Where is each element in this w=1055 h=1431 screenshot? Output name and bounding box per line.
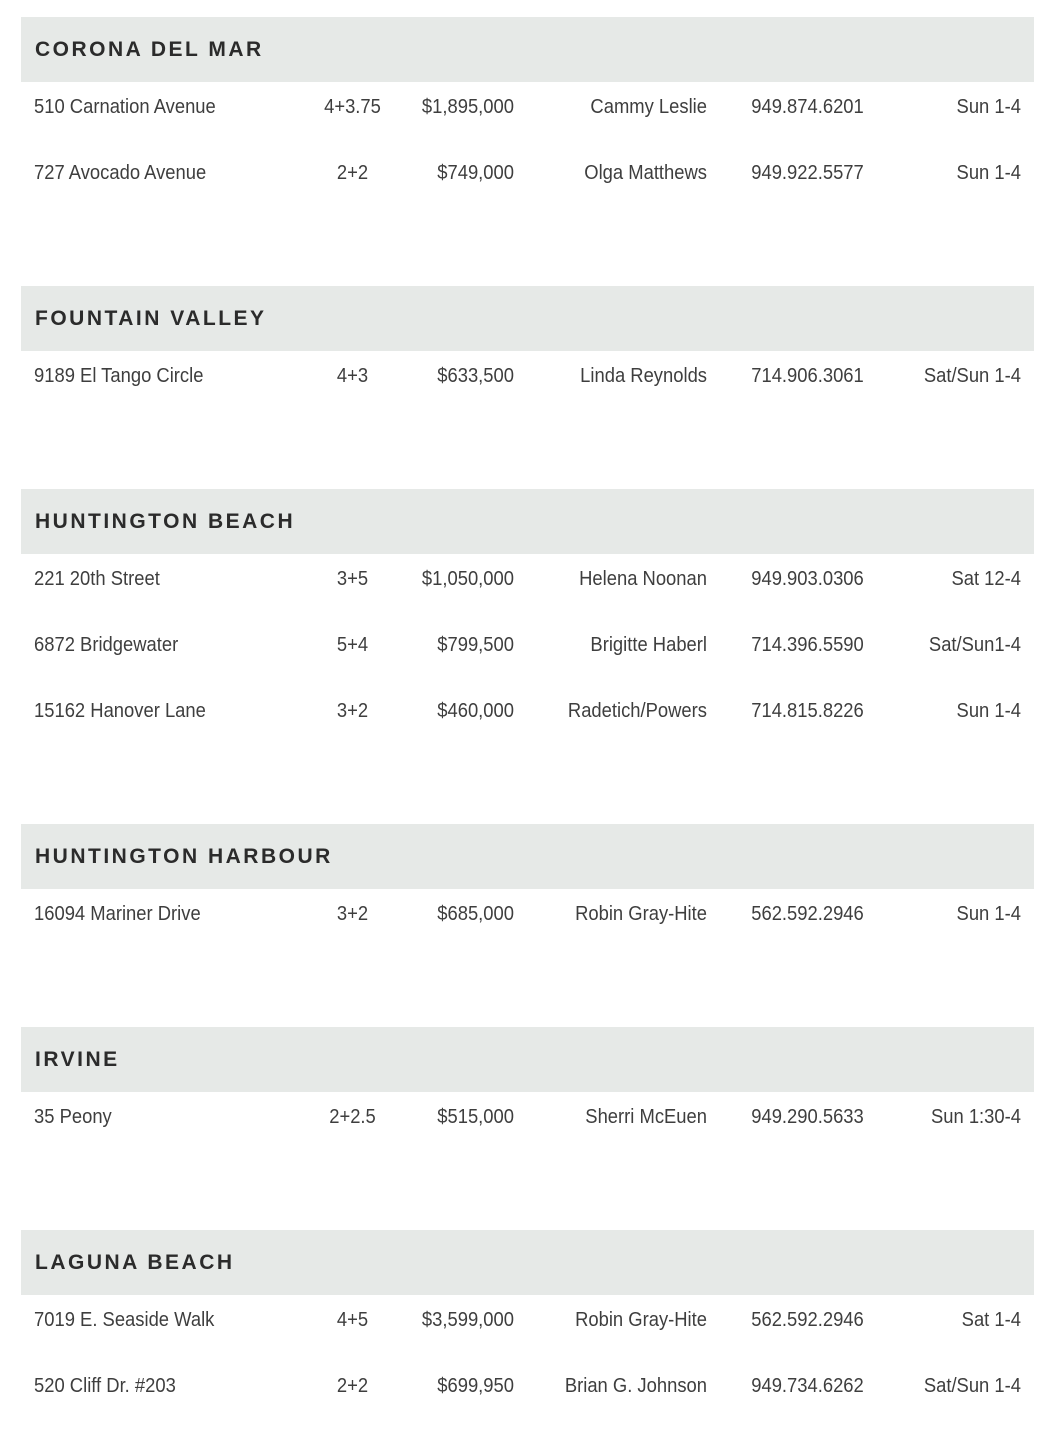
listing-beds-baths: 4+3 <box>336 364 369 387</box>
listing-row <box>21 343 1034 409</box>
city-section <box>21 824 1034 947</box>
listing-row <box>21 546 1034 612</box>
listing-agent: Brigitte Haberl <box>590 633 707 656</box>
listing-phone: 714.815.8226 <box>751 699 864 722</box>
listing-price: $1,895,000 <box>421 95 514 118</box>
listing-agent: Sherri McEuen <box>585 1105 707 1128</box>
listing-open-time: Sat/Sun1-4 <box>928 633 1021 656</box>
listing-phone: 949.874.6201 <box>751 95 864 118</box>
listing-beds-baths: 3+2 <box>336 902 369 925</box>
listing-row <box>21 140 1034 206</box>
listing-row <box>21 1287 1034 1353</box>
listing-address: 510 Carnation Avenue <box>34 95 216 118</box>
listing-beds-baths: 2+2 <box>336 1374 369 1397</box>
listing-beds-baths: 3+2 <box>336 699 369 722</box>
listing-phone: 562.592.2946 <box>751 902 864 925</box>
city-name: FOUNTAIN VALLEY <box>35 306 267 330</box>
listing-price: $3,599,000 <box>421 1308 514 1331</box>
listing-beds-baths: 4+5 <box>336 1308 369 1331</box>
listing-price: $633,500 <box>437 364 514 387</box>
listing-address: 520 Cliff Dr. #203 <box>34 1374 176 1397</box>
listing-rows <box>21 1084 1034 1150</box>
listing-price: $515,000 <box>437 1105 514 1128</box>
listing-phone: 949.290.5633 <box>751 1105 864 1128</box>
city-name: LAGUNA BEACH <box>35 1250 235 1274</box>
listing-agent: Robin Gray-Hite <box>575 902 707 925</box>
city-section <box>21 489 1034 744</box>
listing-row <box>21 678 1034 744</box>
city-name: IRVINE <box>35 1047 120 1071</box>
city-header <box>21 489 1034 554</box>
listing-beds-baths: 4+3.75 <box>324 95 381 118</box>
listing-open-time: Sat/Sun 1-4 <box>923 1374 1021 1397</box>
listing-open-time: Sat 1-4 <box>961 1308 1021 1331</box>
city-section <box>21 1230 1034 1419</box>
city-section <box>21 17 1034 206</box>
listing-open-time: Sun 1-4 <box>956 95 1021 118</box>
city-header <box>21 286 1034 351</box>
listing-address: 727 Avocado Avenue <box>34 161 207 184</box>
city-header <box>21 17 1034 82</box>
listing-phone: 949.922.5577 <box>751 161 864 184</box>
listing-beds-baths: 3+5 <box>336 567 369 590</box>
listing-beds-baths: 2+2.5 <box>329 1105 376 1128</box>
listing-phone: 949.903.0306 <box>751 567 864 590</box>
listing-open-time: Sun 1-4 <box>956 699 1021 722</box>
listing-phone: 714.906.3061 <box>751 364 864 387</box>
listing-address: 15162 Hanover Lane <box>34 699 206 722</box>
listing-address: 7019 E. Seaside Walk <box>34 1308 215 1331</box>
listing-price: $699,950 <box>437 1374 514 1397</box>
listing-price: $749,000 <box>437 161 514 184</box>
listing-rows <box>21 74 1034 206</box>
listing-open-time: Sun 1-4 <box>956 902 1021 925</box>
city-name: CORONA DEL MAR <box>35 37 264 61</box>
listing-row <box>21 612 1034 678</box>
listing-address: 6872 Bridgewater <box>34 633 179 656</box>
listing-beds-baths: 2+2 <box>336 161 369 184</box>
listing-phone: 562.592.2946 <box>751 1308 864 1331</box>
listing-agent: Robin Gray-Hite <box>575 1308 707 1331</box>
city-header <box>21 1027 1034 1092</box>
listing-open-time: Sat 12-4 <box>951 567 1021 590</box>
listing-price: $685,000 <box>437 902 514 925</box>
listing-rows <box>21 881 1034 947</box>
listing-price: $460,000 <box>437 699 514 722</box>
city-name: HUNTINGTON BEACH <box>35 509 296 533</box>
city-section <box>21 286 1034 409</box>
listing-open-time: Sun 1:30-4 <box>930 1105 1021 1128</box>
city-name: HUNTINGTON HARBOUR <box>35 844 333 868</box>
listing-address: 16094 Mariner Drive <box>34 902 201 925</box>
city-section <box>21 1027 1034 1150</box>
listing-agent: Linda Reynolds <box>580 364 707 387</box>
listing-agent: Helena Noonan <box>579 567 707 590</box>
listing-open-time: Sun 1-4 <box>956 161 1021 184</box>
listing-row <box>21 881 1034 947</box>
listing-address: 35 Peony <box>34 1105 112 1128</box>
listing-row <box>21 74 1034 140</box>
listing-agent: Cammy Leslie <box>590 95 707 118</box>
listing-address: 221 20th Street <box>34 567 160 590</box>
listing-price: $799,500 <box>437 633 514 656</box>
listing-agent: Brian G. Johnson <box>564 1374 707 1397</box>
listing-agent: Radetich/Powers <box>567 699 707 722</box>
city-header <box>21 1230 1034 1295</box>
listing-rows <box>21 1287 1034 1419</box>
listing-price: $1,050,000 <box>421 567 514 590</box>
listing-address: 9189 El Tango Circle <box>34 364 204 387</box>
listing-row <box>21 1353 1034 1419</box>
listing-agent: Olga Matthews <box>584 161 707 184</box>
listing-beds-baths: 5+4 <box>336 633 369 656</box>
city-header <box>21 824 1034 889</box>
listing-phone: 714.396.5590 <box>751 633 864 656</box>
listing-rows <box>21 343 1034 409</box>
listing-rows <box>21 546 1034 744</box>
listing-phone: 949.734.6262 <box>751 1374 864 1397</box>
listing-row <box>21 1084 1034 1150</box>
listing-open-time: Sat/Sun 1-4 <box>923 364 1021 387</box>
